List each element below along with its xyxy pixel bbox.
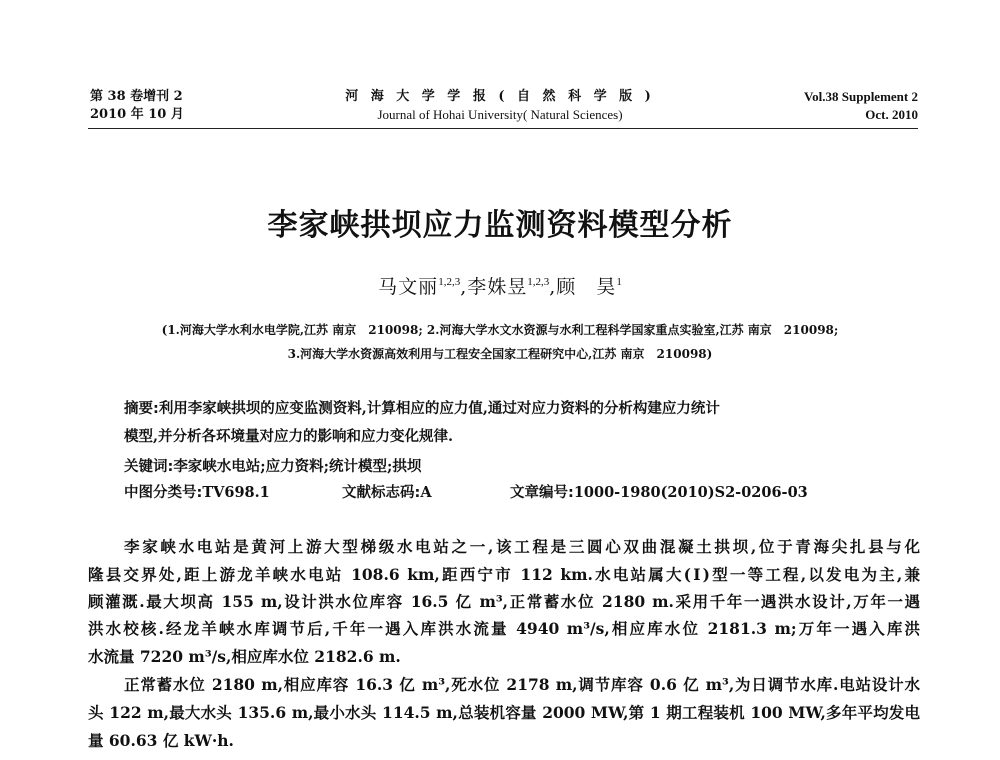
doc-code-label: 文献标志码: bbox=[342, 485, 421, 501]
author-affil-sup: 1 bbox=[616, 276, 622, 288]
article-no-field bbox=[510, 482, 808, 504]
affiliation-line-2: 3.河海大学水资源高效利用与工程安全国家工程研究中心,江苏 南京 210098) bbox=[287, 347, 713, 361]
author-list bbox=[0, 272, 1000, 299]
author-separator: , bbox=[549, 276, 557, 298]
body-p1-line: 隆县交界处,距上游龙羊峡水电站 108.6 km,距西宁市 112 km.水电站属大(Ⅰ)型一等工程,以发电为主,兼 bbox=[88, 565, 920, 584]
doc-code-field bbox=[342, 482, 432, 504]
header-divider bbox=[88, 128, 918, 129]
body-p1-line: 李家峡水电站是黄河上游大型梯级水电站之一,该工程是三圆心双曲混凝土拱坝,位于青海尖扎县与化 bbox=[124, 537, 920, 556]
abstract-line-1 bbox=[124, 398, 720, 420]
author-affil-sup: 1,2,3 bbox=[527, 276, 550, 288]
header-journal-cn: 河 海 大 学 学 报 ( 自 然 科 学 版 ) bbox=[345, 89, 655, 104]
body-p2-line: 正常蓄水位 2180 m,相应库容 16.3 亿 m³,死水位 2178 m,调节库容 0.6 亿 m³,为日调节水库.电站设计水 bbox=[124, 675, 920, 694]
keywords-label: 关键词: bbox=[124, 459, 174, 475]
body-p1-line: 顾灌溉.最大坝高 155 m,设计洪水位库容 16.5 亿 m³,正常蓄水位 2180 m.采用千年一遇洪水设计,万年一遇 bbox=[88, 592, 920, 611]
author-name: 李姝昱 bbox=[467, 276, 528, 298]
header-date: 2010 年 10 月 bbox=[90, 107, 184, 122]
keywords-text: 李家峡水电站;应力资料;统计模型;拱坝 bbox=[173, 458, 422, 475]
author-affil-sup: 1,2,3 bbox=[438, 276, 461, 288]
header-vol-supplement: Vol.38 Supplement 2 bbox=[803, 89, 918, 104]
article-no-value: 1000-1980(2010)S2-0206-03 bbox=[573, 484, 808, 501]
doc-code-value: A bbox=[420, 484, 432, 501]
body-p1-line: 洪水校核.经龙羊峡水库调节后,千年一遇入库洪水流量 4940 m³/s,相应库水位 2181.3 m;万年一遇入库洪 bbox=[88, 619, 920, 638]
header-month-en: Oct. 2010 bbox=[865, 107, 918, 122]
header-volume: 第 38 卷增刊 2 bbox=[90, 89, 183, 104]
article-no-label: 文章编号: bbox=[510, 485, 574, 501]
abstract-text-1: 利用李家峡拱坝的应变监测资料,计算相应的应力值,通过对应力资料的分析构建应力统计 bbox=[158, 400, 720, 417]
clc-label: 中图分类号: bbox=[124, 485, 203, 501]
body-p2-line: 量 60.63 亿 kW·h. bbox=[88, 731, 234, 750]
author-separator: , bbox=[460, 276, 468, 298]
article-title: 李家峡拱坝应力监测资料模型分析 bbox=[267, 208, 733, 243]
author-name: 顾 昊 bbox=[556, 276, 617, 298]
header-journal-en: Journal of Hohai University( Natural Sciences) bbox=[377, 107, 623, 122]
header-vol-en bbox=[804, 88, 918, 124]
affiliation-line-1: (1.河海大学水利水电学院,江苏 南京 210098; 2.河海大学水文水资源与水利工程科学国家重点实验室,江苏 南京 210098; bbox=[161, 323, 839, 337]
classification-line bbox=[124, 482, 824, 504]
header-journal bbox=[300, 88, 700, 124]
body-p1-line: 水流量 7220 m³/s,相应库水位 2182.6 m. bbox=[88, 647, 401, 666]
clc-value: TV698.1 bbox=[202, 484, 270, 501]
clc-field bbox=[124, 482, 270, 504]
abstract-line-2 bbox=[124, 426, 453, 448]
abstract-text-2: 模型,并分析各环境量对应力的影响和应力变化规律. bbox=[124, 428, 454, 445]
keywords-line bbox=[124, 456, 421, 478]
header-volume-issue bbox=[90, 88, 184, 124]
abstract-label: 摘要: bbox=[124, 401, 159, 417]
author-name: 马文丽 bbox=[378, 276, 439, 298]
body-p2-line: 头 122 m,最大水头 135.6 m,最小水头 114.5 m,总装机容量 2000 MW,第 1 期工程装机 100 MW,多年平均发电 bbox=[88, 703, 920, 722]
